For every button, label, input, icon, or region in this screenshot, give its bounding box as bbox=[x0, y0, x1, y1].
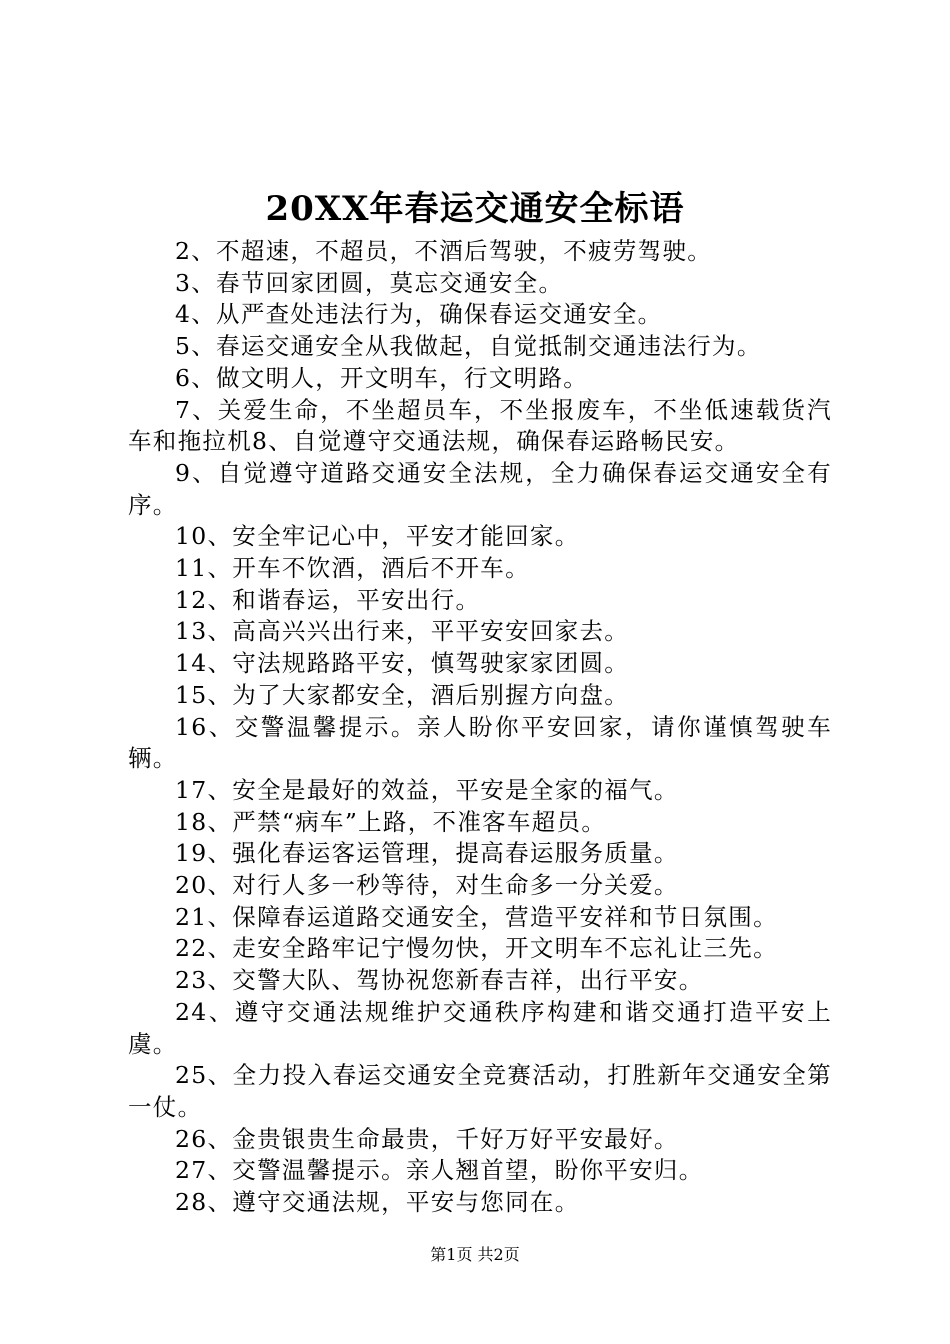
page-number-footer: 第1页 共2页 bbox=[430, 1245, 520, 1264]
slogan-item: 18、严禁“病车”上路，不准客车超员。 bbox=[175, 807, 607, 836]
document-title: 20XX年春运交通安全标语 bbox=[265, 189, 685, 229]
slogan-item: 19、强化春运客运管理，提高春运服务质量。 bbox=[175, 839, 679, 868]
slogan-item: 9、自觉遵守道路交通安全法规，全力确保春运交通安全有序。 bbox=[128, 458, 832, 519]
slogan-item: 23、交警大队、驾协祝您新春吉祥，出行平安。 bbox=[175, 966, 704, 995]
slogan-item: 10、安全牢记心中，平安才能回家。 bbox=[175, 522, 580, 551]
slogan-item: 17、安全是最好的效益，平安是全家的福气。 bbox=[175, 775, 679, 804]
slogan-item: 26、金贵银贵生命最贵，千好万好平安最好。 bbox=[175, 1124, 679, 1153]
slogan-item: 16、交警温馨提示。亲人盼你平安回家，请你谨慎驾驶车辆。 bbox=[128, 712, 832, 773]
slogan-item: 25、全力投入春运交通安全竞赛活动，打胜新年交通安全第一仗。 bbox=[128, 1061, 832, 1121]
slogan-list bbox=[128, 236, 832, 1219]
slogan-item: 3、春节回家团圆，莫忘交通安全。 bbox=[175, 268, 564, 297]
slogan-item: 7、关爱生命，不坐超员车，不坐报废车，不坐低速载货汽车和拖拉机8、自觉遵守交通法规，确保春运路畅民安。 bbox=[128, 395, 832, 456]
slogan-item: 27、交警温馨提示。亲人翘首望，盼你平安归。 bbox=[175, 1156, 704, 1185]
slogan-item: 6、做文明人，开文明车，行文明路。 bbox=[175, 363, 589, 392]
slogan-item: 24、遵守交通法规维护交通秩序构建和谐交通打造平安上虞。 bbox=[128, 997, 832, 1058]
slogan-item: 28、遵守交通法规，平安与您同在。 bbox=[175, 1188, 580, 1217]
slogan-item: 4、从严查处违法行为，确保春运交通安全。 bbox=[175, 300, 663, 329]
slogan-item: 22、走安全路牢记宁慢勿快，开文明车不忘礼让三先。 bbox=[175, 934, 778, 963]
slogan-item: 2、不超速，不超员，不酒后驾驶，不疲劳驾驶。 bbox=[175, 237, 713, 265]
slogan-item: 20、对行人多一秒等待，对生命多一分关爱。 bbox=[175, 871, 679, 900]
slogan-item: 13、高高兴兴出行来，平平安安回家去。 bbox=[175, 617, 630, 646]
slogan-item: 21、保障春运道路交通安全，营造平安祥和节日氛围。 bbox=[175, 902, 778, 931]
slogan-item: 11、开车不饮酒，酒后不开车。 bbox=[175, 554, 530, 583]
slogan-item: 14、守法规路路平安，慎驾驶家家团圆。 bbox=[175, 649, 630, 678]
slogan-item: 15、为了大家都安全，酒后别握方向盘。 bbox=[175, 680, 630, 709]
slogan-item: 5、春运交通安全从我做起，自觉抵制交通违法行为。 bbox=[175, 332, 762, 361]
slogan-item: 12、和谐春运，平安出行。 bbox=[175, 585, 481, 614]
